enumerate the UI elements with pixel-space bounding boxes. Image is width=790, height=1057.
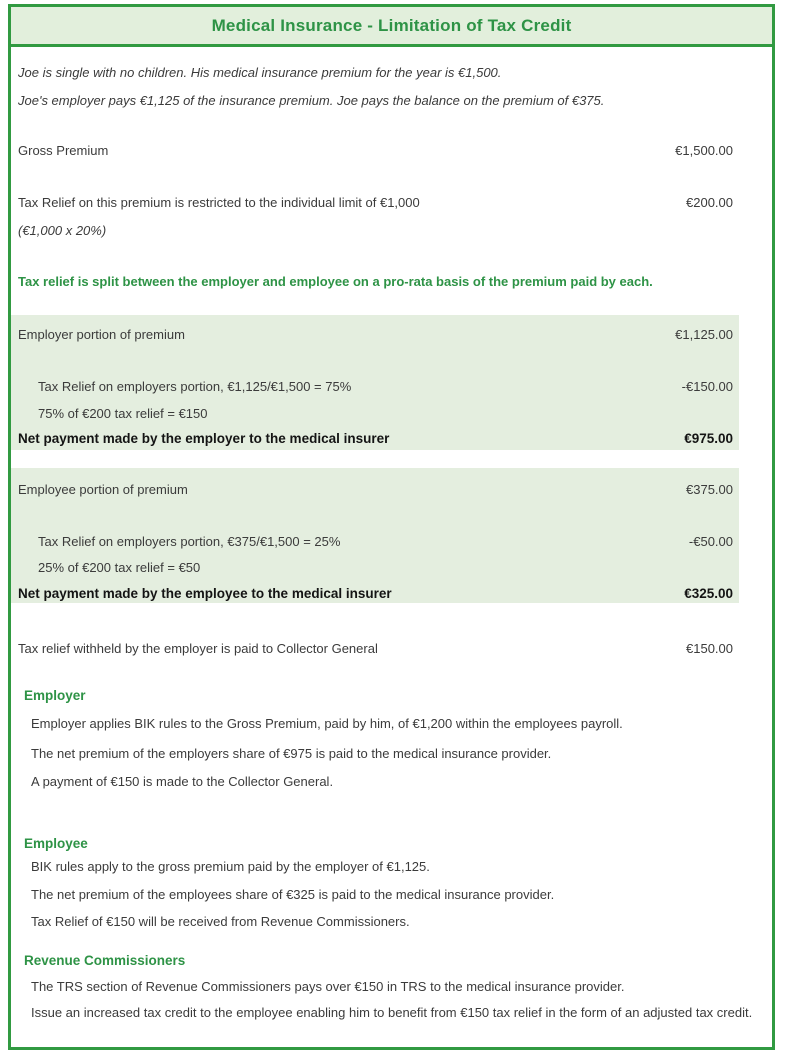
title-bar: [11, 7, 772, 47]
employer-portion-block: [11, 315, 739, 450]
employee-calc-label: 25% of €200 tax relief = €50: [38, 560, 201, 575]
employer-relief-value: -€150.00: [681, 379, 733, 394]
gross-premium-label: Gross Premium: [18, 143, 109, 158]
employee-section-line-3: Tax Relief of €150 will be received from Revenue Commissioners.: [31, 914, 410, 929]
tax-relief-label: Tax Relief on this premium is restricted to the individual limit of €1,000: [18, 195, 420, 210]
employee-section-line-1: BIK rules apply to the gross premium paid by the employer of €1,125.: [31, 859, 430, 874]
employee-portion-value: €375.00: [686, 482, 733, 497]
employer-calc-label: 75% of €200 tax relief = €150: [38, 406, 208, 421]
employee-net-value: €325.00: [684, 586, 733, 601]
employee-portion-label: Employee portion of premium: [18, 482, 188, 497]
gross-premium-value: €1,500.00: [675, 143, 733, 158]
employer-portion-label: Employer portion of premium: [18, 327, 185, 342]
employer-section-line-2: The net premium of the employers share of €975 is paid to the medical insurance provider.: [31, 746, 552, 761]
withheld-label: Tax relief withheld by the employer is paid to Collector General: [18, 641, 378, 656]
employer-calc-row: [11, 406, 739, 421]
section-heading-revenue-commissioners: Revenue Commissioners: [24, 953, 186, 968]
revenue-section-line-1: The TRS section of Revenue Commissioners pays over €150 in TRS to the medical insurance provider.: [31, 979, 625, 994]
employer-net-value: €975.00: [684, 431, 733, 446]
employee-relief-value: -€50.00: [688, 534, 733, 549]
withheld-row: [11, 641, 739, 656]
tax-relief-row: [11, 195, 739, 210]
tax-relief-note-row: [11, 223, 739, 238]
employer-section-line-3: A payment of €150 is made to the Collector General.: [31, 774, 334, 789]
employer-relief-row: [11, 379, 739, 394]
employer-net-row: [11, 431, 739, 446]
employer-portion-header-row: [11, 327, 739, 342]
employee-relief-row: [11, 534, 739, 549]
split-statement: Tax relief is split between the employer and employee on a pro-rata basis of the premium paid by each.: [18, 274, 653, 289]
page-title: Medical Insurance - Limitation of Tax Credit: [211, 15, 572, 35]
intro-line-2: [11, 93, 739, 108]
employer-relief-label: Tax Relief on employers portion, €1,125/€1,500 = 75%: [38, 379, 352, 394]
intro-line-1-text: Joe is single with no children. His medical insurance premium for the year is €1,500.: [18, 65, 502, 80]
section-heading-employer: Employer: [24, 688, 86, 703]
section-heading-employee: Employee: [24, 836, 88, 851]
employee-calc-row: [11, 560, 739, 575]
withheld-value: €150.00: [686, 641, 733, 656]
employer-section-line-1: Employer applies BIK rules to the Gross Premium, paid by him, of €1,200 within the employees payroll.: [31, 716, 623, 731]
tax-relief-value: €200.00: [686, 195, 733, 210]
employee-net-label: Net payment made by the employee to the medical insurer: [18, 586, 392, 601]
revenue-section-line-2: Issue an increased tax credit to the employee enabling him to benefit from €150 tax relief in the form of an adjusted tax credit.: [31, 1005, 753, 1020]
tax-relief-note: (€1,000 x 20%): [18, 223, 107, 238]
intro-line-2-text: Joe's employer pays €1,125 of the insurance premium. Joe pays the balance on the premium of €375.: [18, 93, 605, 108]
intro-line-1: [11, 65, 739, 80]
employee-portion-block: [11, 468, 739, 603]
employer-net-label: Net payment made by the employer to the medical insurer: [18, 431, 390, 446]
employee-relief-label: Tax Relief on employers portion, €375/€1,500 = 25%: [38, 534, 341, 549]
gross-premium-row: [11, 143, 739, 158]
employee-section-line-2: The net premium of the employees share of €325 is paid to the medical insurance provider.: [31, 887, 555, 902]
employee-portion-header-row: [11, 482, 739, 497]
employer-portion-value: €1,125.00: [675, 327, 733, 342]
employee-net-row: [11, 586, 739, 601]
document-frame: [8, 4, 775, 1050]
